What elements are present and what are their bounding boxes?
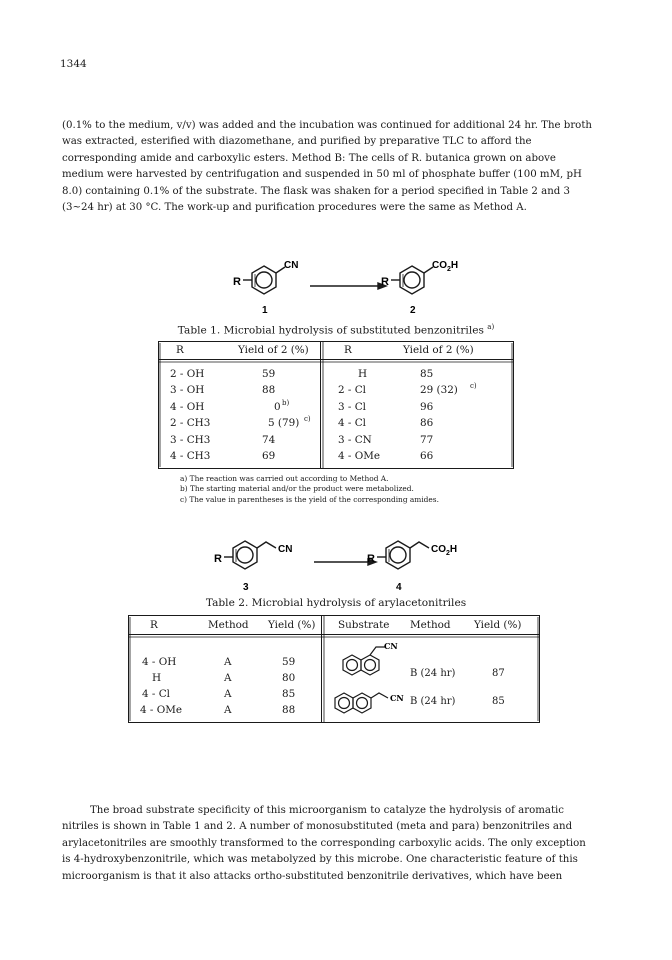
scheme-arylacetonitrile-hydrolysis [0, 532, 672, 596]
group-co2h-1: $CO_2H$ [432, 260, 459, 273]
table1-footnotes [180, 474, 439, 505]
table-row: 3 - OH 88 [170, 384, 276, 397]
table-row: 2 - Cl 29 (32) c) [338, 382, 477, 397]
table-row: 4 - OH A 59 [142, 656, 296, 668]
naphthalene-ring-a [343, 655, 361, 675]
table-row: H A 80 [152, 672, 296, 684]
text-line: (0.1% to the medium, v/v) was added and the incubation was continued for additional 24 hr. The broth [62, 120, 592, 131]
table1-left-column [170, 366, 310, 464]
substituent-r-3: R [214, 553, 222, 565]
table-row: 3 - CH3 74 [170, 433, 276, 446]
compound-label-3: 3 [243, 582, 249, 593]
table2-left-column [128, 654, 324, 718]
group-co2h-2: $CO_2H$ [431, 544, 458, 557]
bond-ch2-co2h [410, 542, 429, 548]
table-row: 2 - CH3 5 (79) c) [170, 415, 311, 430]
text-line: microorganism is that it also attacks ortho-substituted benzonitrile derivatives, which have been [62, 870, 563, 882]
reaction-scheme-1 [0, 256, 672, 320]
table2-header-substrate: Substrate [338, 619, 390, 631]
table-row: 2 - OH 59 [170, 368, 276, 380]
text-line: is 4-hydroxybenzonitrile, which was metabolyzed by this microbe. One characteristic feature of this [62, 854, 578, 866]
table-row: 4 - CH3 69 [170, 449, 276, 462]
reaction-scheme-2 [0, 532, 672, 596]
table2-header-yield-right: Yield (%) [474, 619, 522, 631]
table1-header-yield-right: Yield of 2 (%) [403, 344, 474, 356]
substituent-r-2: R [381, 276, 389, 288]
text-line: 8.0) containing 0.1% of the substrate. The flask was shaken for a period specified in Table 2 and 3 [62, 185, 570, 197]
naphthalene-ring-d [353, 693, 371, 713]
bond-ch2-cn [257, 542, 276, 548]
table-row: 4 - OMe A 88 [140, 704, 296, 716]
footnote-a: a) The reaction was carried out according to Method A. [180, 474, 389, 483]
text-line: nitriles is shown in Table 1 and 2. A number of monosubstituted (meta and para) benzonitriles and [62, 821, 573, 833]
table2-header-method-left: Method [208, 619, 249, 631]
footnote-c: c) The value in parentheses is the yield of the corresponding amides. [180, 494, 439, 504]
page-number: 1344 [60, 58, 87, 70]
compound-label-1: 1 [262, 305, 268, 316]
table1-header-r-right: R [344, 344, 352, 356]
table2-header-r: R [150, 619, 158, 631]
table1-right-column [338, 366, 508, 464]
group-cn-b: CN [390, 693, 404, 703]
table1-header-yield-left: Yield of 2 (%) [238, 344, 309, 356]
table1-header-r-left: R [176, 344, 184, 356]
compound-label-2: 2 [410, 305, 416, 316]
scheme-benzonitrile-hydrolysis [0, 256, 672, 320]
table2-substrate-structures [328, 639, 428, 723]
table-row: 4 - OMe 66 [338, 449, 434, 462]
text-line: corresponding amide and carboxylic esters. Method B: The cells of R. butanica grown on above [62, 152, 556, 164]
substituent-r-1: R [233, 276, 241, 288]
table-row: 4 - Cl 86 [338, 417, 434, 430]
table1-caption [0, 323, 672, 337]
group-cn-2: CN [278, 544, 293, 555]
text-line: The broad substrate specificity of this microorganism to catalyze the hydrolysis of aromatic [90, 805, 565, 816]
table-row: 4 - Cl A 85 [142, 688, 296, 700]
table-row: 3 - Cl 96 [338, 400, 434, 413]
table-row: 4 - OH 0 b) [170, 398, 290, 413]
text-line: (3~24 hr) at 30 °C. The work-up and purification procedures were the same as Method A. [62, 202, 527, 214]
discussion-paragraph [62, 803, 612, 885]
table2-header-yield-left: Yield (%) [268, 619, 316, 631]
table-row: H 85 [358, 368, 434, 380]
substituent-r-4: R [367, 553, 375, 565]
text-line: medium were harvested by centrifugation and suspended in 50 ml of phosphate buffer (100 mM, pH [62, 169, 582, 181]
method-paragraph [62, 118, 612, 216]
footnote-b: b) The starting material and/or the product were metabolized. [180, 484, 414, 494]
group-cn-1: CN [284, 260, 299, 271]
compound-label-4: 4 [396, 582, 402, 593]
bond-ch2-cn-b [371, 693, 388, 698]
table1-caption-text: Table 1. Microbial hydrolysis of substituted benzonitriles [177, 324, 484, 337]
table1-caption-note: a) [487, 323, 495, 331]
aromatic-circle-2 [404, 272, 420, 288]
naphthalene-ring-b [361, 655, 379, 675]
bond-ch2-cn-a [370, 647, 385, 655]
text-line: was extracted, esterified with diazomethane, and purified by preparative TLC to afford the [62, 136, 532, 148]
table-row: 3 - CN 77 [338, 433, 434, 446]
naphthalene-ring-c [335, 693, 353, 713]
table2-caption: Table 2. Microbial hydrolysis of arylacetonitriles [205, 597, 467, 609]
table2-header-method-right: Method [410, 619, 451, 631]
text-line: arylacetonitriles are smoothly transformed to the corresponding carboxylic acids. The only exception [62, 837, 586, 849]
group-cn-a: CN [384, 641, 398, 651]
aromatic-circle-1 [256, 272, 272, 288]
